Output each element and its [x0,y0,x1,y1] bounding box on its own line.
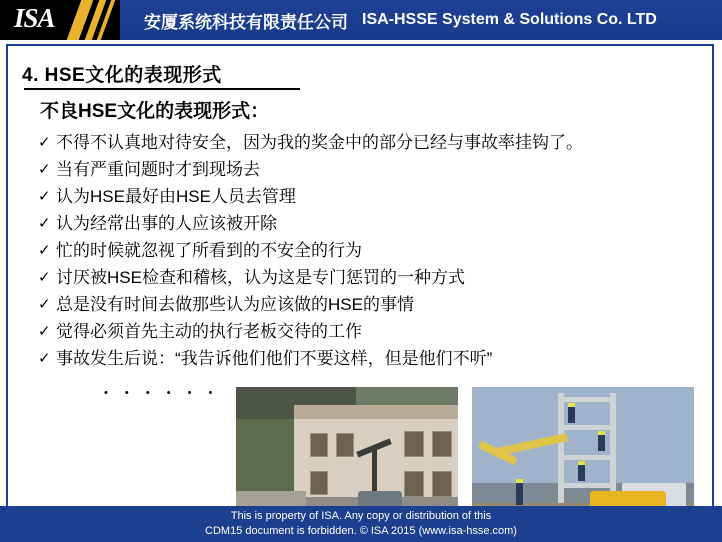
list-item-label: 忙的时候就忽视了所看到的不安全的行为 [56,241,362,260]
list-item-label: 当有严重问题时才到现场去 [56,160,260,179]
footer-line-1: This is property of ISA. Any copy or distribution of this [230,510,492,522]
list-item [38,130,698,156]
list-item-label: 觉得必须首先主动的执行老板交待的工作 [56,322,362,341]
photo-left-window [336,433,354,457]
check-icon: ✓ [38,215,51,232]
photo-left-window [432,431,452,457]
photo-right-scaffold-rail [558,397,616,402]
list-item [38,184,698,210]
section-title-underline [24,88,300,90]
photo-right-helmet [598,431,605,435]
check-icon: ✓ [38,269,51,286]
list-item-label: 事故发生后说：“我告诉他们他们不要这样，但是他们不听” [56,349,493,368]
check-icon: ✓ [38,188,51,205]
check-icon: ✓ [38,161,51,178]
check-icon: ✓ [38,134,51,151]
trailing-dots: • • • • • • [104,387,220,399]
list-item [38,292,698,318]
photo-right-scaffold-rail [558,483,616,488]
footer-line-2: CDM15 document is forbidden. © ISA 2015 (www.isa-hsse.com) [205,525,517,537]
photo-right-worker [578,465,585,481]
photo-left-window [432,471,452,497]
photo-right-helmet [568,403,575,407]
slide-footer [0,506,722,542]
photo-right-worker [598,435,605,451]
bullet-list [38,130,698,373]
photo-left-window [310,433,328,457]
company-logo [0,0,120,40]
photo-right-worker [568,407,575,423]
photo-left-window [404,431,424,457]
photo-right-worker [516,483,523,505]
list-item [38,157,698,183]
photo-right-helmet [516,479,523,483]
check-icon: ✓ [38,350,51,367]
slide-header [0,0,722,40]
list-item [38,211,698,237]
photo-right-scaffold-rail [558,425,616,430]
list-item [38,238,698,264]
section-title: 4. HSE文化的表现形式 [22,65,222,86]
list-item [38,319,698,345]
list-item-label: 认为经常出事的人应该被开除 [56,214,277,233]
list-item-label: 讨厌被HSE检查和稽核，认为这是专门惩罚的一种方式 [56,268,465,287]
list-item-label: 不得不认真地对待安全，因为我的奖金中的部分已经与事故率挂钩了。 [56,133,583,152]
check-icon: ✓ [38,296,51,313]
content-frame [6,44,714,534]
photo-left-foliage [236,419,298,499]
list-item [38,346,698,372]
list-item [38,265,698,291]
header-title-en: ISA-HSSE System & Solutions Co. LTD [362,11,657,28]
photo-left-roof-edge [294,405,458,419]
photo-right-scaffold-rail [558,455,616,460]
sub-title: 不良HSE文化的表现形式： [40,101,270,122]
photo-left-window [404,471,424,497]
logo-text: ISA [14,3,55,33]
list-item-label: 认为HSE最好由HSE人员去管理 [56,187,296,206]
list-item-label: 总是没有时间去做那些认为应该做的HSE的事情 [56,295,414,314]
photo-right-helmet [578,461,585,465]
check-icon: ✓ [38,323,51,340]
check-icon: ✓ [38,242,51,259]
photo-left-window [310,471,328,495]
header-title-cn: 安厦系统科技有限责任公司 [144,12,348,32]
